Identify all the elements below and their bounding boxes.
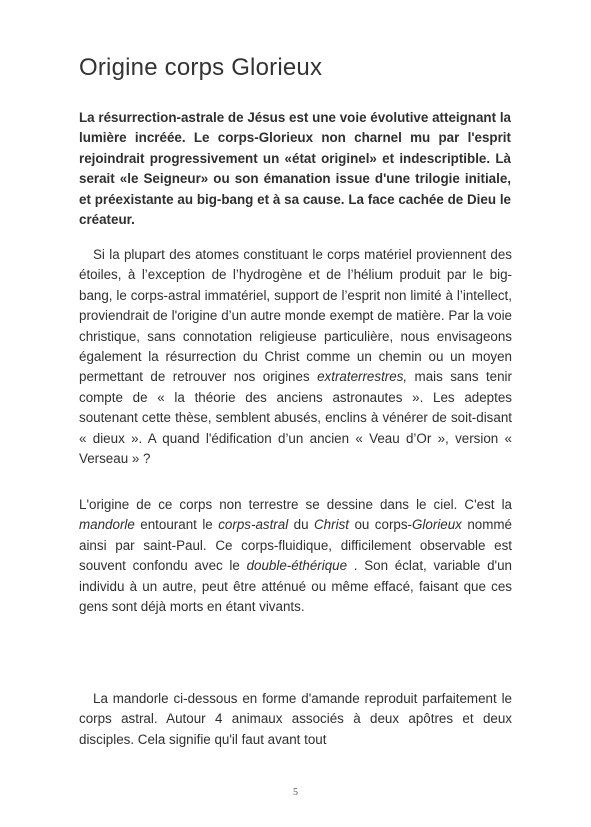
abstract-paragraph: La résurrection-astrale de Jésus est une voie évolutive atteignant la lumière incréée. Le corps-Glorieux non charnel mu par l'esprit rejoindrait progressivement un «état originel» et indescriptible. Là serait «le Seigneur» ou son émanation issue d'une trilogie initiale, et préexistante au big-bang et à sa cause. La face cachée de Dieu le créateur. [79, 110, 511, 228]
paragraph-2-text-k: . Son éclat, variable d'un individu à un autre, peut être atténué ou même effacé, faisant que ces gens sont déjà morts en étant vivants. [79, 558, 512, 615]
body-paragraph-2 [79, 495, 512, 617]
paragraph-2-italic-christ: Christ [314, 517, 349, 533]
body-paragraph-3 [79, 689, 512, 750]
paragraph-1-text-a: Si la plupart des atomes constituant le corps matériel proviennent des étoiles, à l’exception de l’hydrogène et de l’hélium produit par le big-bang, le corps-astral immatériel, support de l’esprit non limité à l’intellect, proviendrait de l'origine d’un autre monde exempt de matière. Par la voie christique, sans connotation religieuse particulière, nous envisageons également la résurrection du Christ comme un chemin ou un moyen permettant de retrouver nos origines [79, 247, 512, 385]
paragraph-3-text: La mandorle ci-dessous en forme d'amande reproduit parfaitement le corps astral. Autour 4 animaux associés à deux apôtres et deux disciples. Cela signifie qu'il faut avant tout [79, 691, 512, 747]
page-number: 5 [293, 787, 298, 798]
paragraph-2-italic-corps-astral: corps-astral [218, 517, 289, 533]
paragraph-1-text-c: mais sans tenir compte de « la théorie des anciens astronautes ». Les adeptes soutenant cette thèse, semblent abusés, enclins à vénérer de soit-disant « dieux ». A quand l'édification d’un ancien « Veau d’Or », version « Verseau » ? [79, 369, 512, 467]
paragraph-2-italic-glorieux: Glorieux [412, 517, 462, 533]
page-title: Origine corps Glorieux [79, 54, 323, 81]
paragraph-2-text-i: nommé ainsi par saint-Paul. Ce corps-fluidique, difficilement observable est souvent confondu avec le [79, 517, 513, 574]
paragraph-2-text-g: ou corps- [348, 517, 413, 533]
paragraph-2-text-e: du [288, 517, 315, 533]
paragraph-1-italic-extraterrestres: extraterrestres, [317, 369, 408, 385]
paragraph-2-text-a: L'origine de ce corps non terrestre se dessine dans le ciel. C'est la [79, 497, 512, 512]
body-paragraph-1 [79, 245, 512, 469]
paragraph-2-italic-double-etherique: double-éthérique [246, 558, 348, 574]
paragraph-2-italic-mandorle: mandorle [79, 517, 135, 533]
paragraph-2-text-c: entourant le [134, 517, 219, 533]
